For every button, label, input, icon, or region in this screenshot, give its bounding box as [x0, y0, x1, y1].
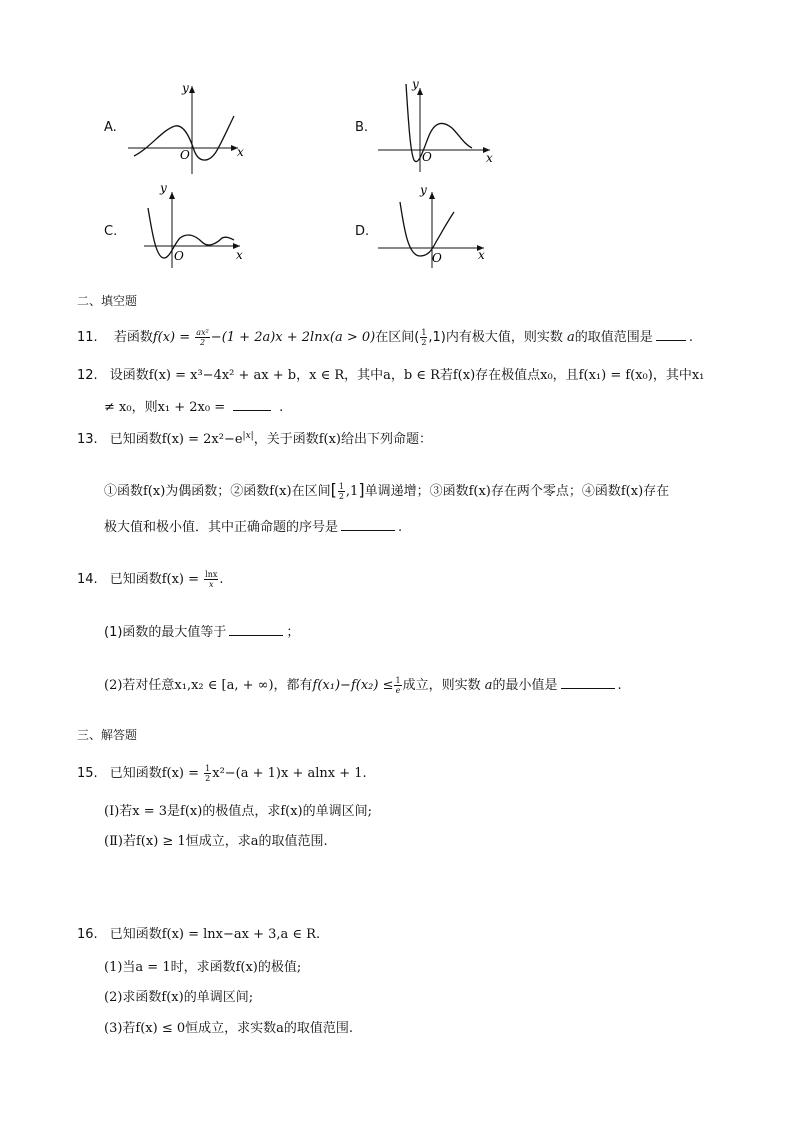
q13-abs: |x|: [242, 431, 254, 441]
question-16-part1: (1)当a = 1时，求函数f(x)的极值;: [104, 960, 302, 975]
question-13-prop2: [104, 516, 402, 535]
q11-number: 11.: [77, 330, 98, 345]
graph-d-y: y: [420, 183, 427, 197]
q13-interval-num: 1: [338, 482, 344, 491]
question-12: [77, 364, 704, 383]
q11-half: [420, 328, 427, 347]
q13-interval-den: 2: [338, 492, 344, 501]
q14-s2-frac: [394, 676, 401, 695]
q11-mid: −(1 + 2a)x + 2lnx(a > 0): [210, 330, 376, 345]
q13-line1: 已知函数f(x) = 2x²−e: [109, 432, 243, 447]
q14-end: .: [219, 572, 224, 587]
q13-p2: 极大值和极小值．其中正确命题的序号是: [104, 520, 339, 535]
q16-number: 16.: [77, 927, 98, 942]
graph-c: [140, 180, 260, 270]
q12-line2b: .: [279, 400, 284, 415]
question-14-part2: [104, 674, 622, 695]
q14-frac-num: lnx: [205, 570, 218, 579]
q15-pre: 已知函数f(x) =: [109, 766, 199, 781]
question-13: [77, 428, 432, 447]
q11-frac-den: 2: [200, 338, 206, 347]
graph-a-y: y: [182, 81, 189, 95]
q13-interval-frac: [338, 482, 345, 501]
q14-s2-ineq: f(x₁)−f(x₂) ≤: [312, 678, 394, 693]
q13-p2b: .: [398, 520, 403, 535]
q14-frac: [204, 570, 218, 589]
q15-frac: [204, 764, 211, 783]
q14-s2-frac-den: e: [395, 686, 401, 695]
q12-number: 12.: [77, 368, 98, 383]
question-11: [77, 326, 693, 347]
question-16-part2: (2)求函数f(x)的单调区间;: [104, 990, 254, 1005]
option-a-label: A.: [104, 120, 117, 135]
q11-frac-num: ax²: [196, 328, 209, 337]
graph-c-y: y: [160, 181, 167, 195]
question-14: [77, 568, 224, 589]
graph-b: [372, 74, 502, 174]
q15-post: x²−(a + 1)x + alnx + 1.: [212, 766, 367, 781]
q14-s2: (2)若对任意x₁,x₂ ∈ [a, + ∞)，都有: [104, 678, 313, 693]
graph-c-x: x: [236, 248, 243, 262]
q11-f: f(x) =: [152, 330, 191, 345]
question-15-part2: (Ⅱ)若f(x) ≥ 1恒成立，求a的取值范围.: [104, 834, 328, 849]
option-b-label: B.: [355, 120, 369, 135]
q13-p1: ①函数f(x)为偶函数；②函数f(x)在区间: [104, 484, 331, 499]
q11-half-den: 2: [421, 338, 427, 347]
q11-post: 的取值范围是: [574, 330, 653, 345]
question-15-part1: (Ⅰ)若x = 3是f(x)的极值点，求f(x)的单调区间;: [104, 804, 372, 819]
q14-frac-den: x: [209, 580, 214, 589]
section-3-title: 三、解答题: [77, 728, 138, 742]
question-16: [77, 923, 320, 942]
q15-number: 15.: [77, 766, 98, 781]
question-14-part1: [104, 621, 299, 640]
q11-pre: 若函数: [113, 330, 153, 345]
q15-frac-num: 1: [205, 764, 211, 773]
option-c-label: C.: [104, 224, 118, 239]
q13-p1b: 单调递增；③函数f(x)存在两个零点；④函数f(x)存在: [364, 484, 670, 499]
q14-s1b: ；: [286, 625, 300, 640]
graph-d: [372, 180, 502, 270]
q11-half-num: 1: [421, 328, 427, 337]
q14-s2d: .: [617, 678, 622, 693]
question-15: [77, 762, 367, 783]
graph-d-o: O: [432, 251, 442, 265]
graph-a-x: x: [237, 145, 244, 159]
q13-interval-post: ,1: [345, 484, 359, 499]
q14-s1: (1)函数的最大值等于: [104, 625, 227, 640]
q15-frac-den: 2: [205, 774, 211, 783]
q14-a: a: [484, 678, 493, 693]
q13-line1b: ，关于函数f(x)给出下列命题：: [253, 432, 432, 447]
question-13-prop1: ①函数f(x)为偶函数；②函数f(x)在区间[ $\frac{1}{2}$ ,1]单调递增；③函数f(x)存在两个零点；④函数f(x)存在: [104, 480, 670, 501]
q11-frac: [195, 328, 210, 347]
question-16-part3: (3)若f(x) ≤ 0恒成立，求实数a的取值范围.: [104, 1021, 354, 1036]
q11-interval-pre: 在区间(: [375, 330, 420, 345]
graph-b-x: x: [486, 151, 493, 165]
graph-b-y: y: [412, 77, 419, 91]
q14-s2c: 的最小值是: [492, 678, 558, 693]
graph-c-o: O: [174, 249, 184, 263]
q14-s2b: 成立，则实数: [402, 678, 481, 693]
q11-a: a: [567, 330, 575, 345]
q14-pre: 已知函数f(x) =: [109, 572, 199, 587]
q11-interval-post: ,1)内有极大值，则实数: [428, 330, 563, 345]
q14-number: 14.: [77, 572, 98, 587]
q12-line2a: ≠ x₀，则x₁ + 2x₀ =: [104, 400, 226, 415]
section-2-title: 二、填空题: [77, 294, 138, 308]
graph-a-o: O: [180, 148, 190, 162]
graph-d-x: x: [478, 248, 485, 262]
q16-main: 已知函数f(x) = lnx−ax + 3,a ∈ R.: [109, 927, 321, 942]
graph-a: [120, 78, 250, 178]
q12-line1: 设函数f(x) = x³−4x² + ax + b，x ∈ R，其中a，b ∈ R若f(x)存在极值点x₀，且f(x₁) = f(x₀)，其中x₁: [109, 368, 705, 383]
q13-number: 13.: [77, 432, 98, 447]
option-d-label: D.: [355, 224, 370, 239]
q11-end: .: [688, 330, 693, 345]
question-12-line2: [104, 396, 283, 415]
q14-s2-frac-num: 1: [395, 676, 401, 685]
graph-b-o: O: [422, 150, 432, 164]
